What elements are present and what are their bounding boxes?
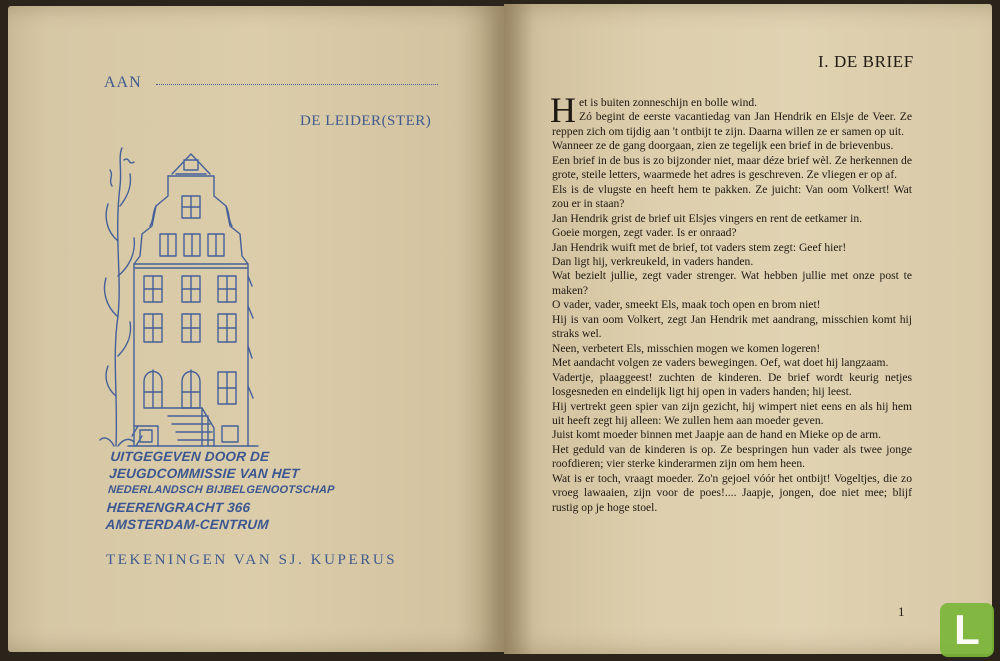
publisher-line: UITGEGEVEN DOOR DE — [109, 449, 270, 464]
publisher-imprint — [105, 448, 336, 533]
paragraph: Wat bezielt jullie, zegt vader strenger. Wat hebben jullie met onze post te maken? — [552, 269, 912, 297]
aan-label: AAN — [104, 74, 142, 91]
paragraph: Dan ligt hij, verkreukeld, in vaders handen. — [552, 254, 754, 268]
paragraph: Goeie morgen, zegt vader. Is er onraad? — [552, 226, 737, 240]
paragraph: Jan Hendrik wuift met de brief, tot vaders stem zegt: Geef hier! — [552, 240, 847, 254]
paragraph: Een brief in de bus is zo bijzonder niet, maar déze brief wèl. Ze herkennen de grote, steile letters, waarmede het adres is geschreven. Ze vliegen er op af. — [552, 153, 912, 182]
publisher-line: NEDERLANDSCH BIJBELGENOOTSCHAP — [107, 484, 336, 496]
drop-cap: H — [550, 90, 576, 130]
paragraph: Wanneer ze de gang doorgaan, zien ze tegelijk een brief in de brievenbus. — [552, 139, 894, 153]
left-page — [8, 6, 504, 652]
publisher-line: JEUGDCOMMISSIE VAN HET — [108, 466, 300, 481]
watermark-letter: L — [954, 606, 980, 653]
leider-label: DE LEIDER(STER) — [300, 113, 432, 129]
page-number: 1 — [898, 604, 905, 619]
illustrator-credit: TEKENINGEN VAN SJ. KUPERUS — [106, 552, 398, 568]
paragraph: Zó begint de eerste vacantiedag van Jan Hendrik en Elsje de Veer. Ze reppen zich om tijdig aan 't ontbijt te zijn. Daarna willen ze er samen op uit. — [552, 110, 912, 138]
paragraph: Wat is er toch, vraagt moeder. Zo'n gejoel vóór het ontbijt! Vogeltjes, die zo vroeg lawaaien, zijn voor de poes!.... Jaapje, jongen, doe niet mee; blijf rustig op je hoge stoel. — [552, 471, 912, 514]
paragraph: Het geduld van de kinderen is op. Ze bespringen hun vader als twee jonge roofdieren; vier sterke kinderarmen zijn om hem heen. — [552, 442, 912, 471]
right-page — [504, 4, 992, 654]
paragraph: O vader, vader, smeekt Els, maak toch open en brom niet! — [552, 298, 821, 312]
watermark-logo — [940, 603, 994, 657]
paragraph: Met aandacht volgen ze vaders bewegingen. Oef, wat doet hij langzaam. — [552, 356, 889, 370]
paragraph: Vadertje, plaaggeest! zuchten de kinderen. De brief wordt keurig netjes losgesneden en eindelijk ligt hij open in vaders handen; hij leest. — [552, 370, 912, 399]
paragraph: Hij is van oom Volkert, zegt Jan Hendrik met aandrang, misschien komt hij straks wel. — [552, 312, 912, 341]
publisher-line: HEERENGRACHT 366 — [106, 500, 251, 515]
chapter-title: I. DE BRIEF — [818, 52, 914, 71]
paragraph: Els is de vlugste en heeft hem te pakken. Ze juicht: Van oom Volkert! Wat zou er in staan? — [552, 182, 912, 211]
paragraph: Hij vertrekt geen spier van zijn gezicht, hij wimpert niet eens en als hij hem uit heeft zegt hij alleen: We zullen hem aan moeder geven. — [552, 399, 912, 427]
paragraph: Juist komt moeder binnen met Jaapje aan de hand en Mieke op de arm. — [552, 428, 882, 442]
aan-row — [104, 74, 438, 92]
aan-dotted-line — [156, 84, 438, 85]
paragraph-text: et is buiten zonneschijn en bolle wind. — [579, 96, 758, 109]
chapter-body — [550, 90, 912, 515]
paragraph: Jan Hendrik grist de brief uit Elsjes vingers en rent de eetkamer in. — [552, 211, 863, 225]
canal-house-drawing — [98, 146, 268, 451]
paragraph: Neen, verbetert Els, misschien mogen we komen logeren! — [552, 341, 821, 355]
publisher-line: AMSTERDAM-CENTRUM — [105, 517, 270, 532]
